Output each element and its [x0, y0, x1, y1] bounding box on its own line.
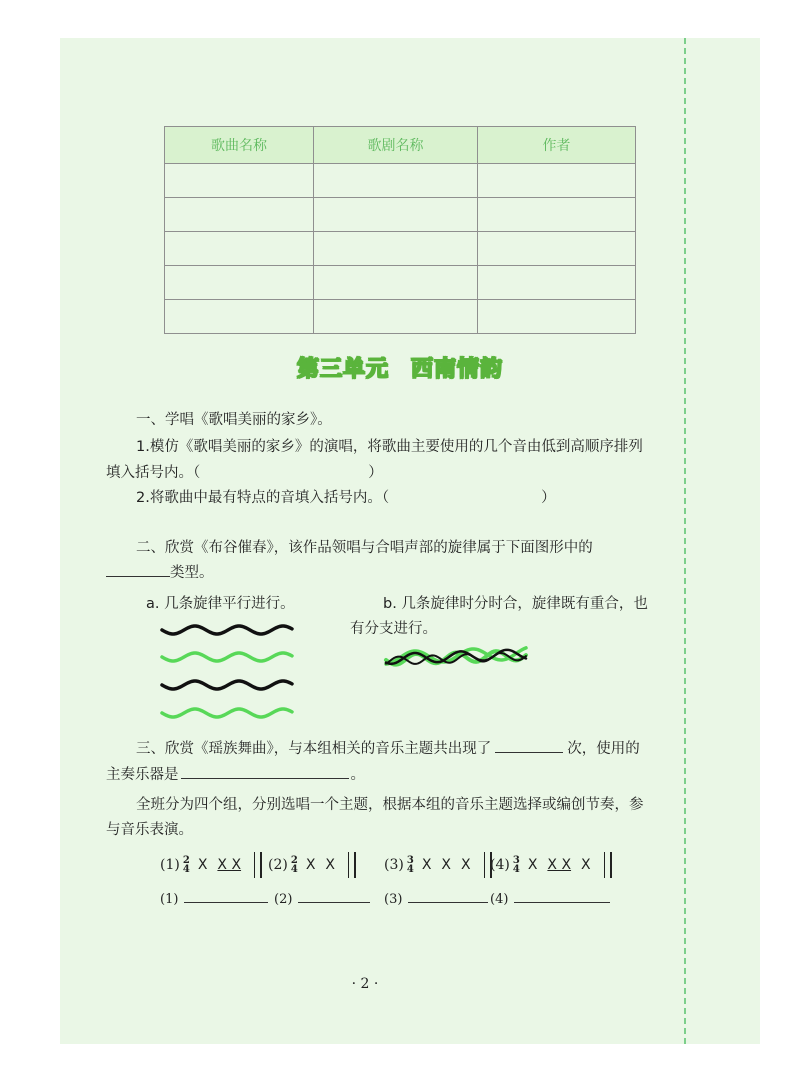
rhythm-note: X [527, 857, 538, 873]
q1-item1-prefix: 填入括号内。（ [106, 465, 201, 481]
q3-paragraph-line2: 与音乐表演。 [106, 822, 193, 838]
answer-item-2 [274, 890, 370, 907]
rhythm-note: X [325, 857, 335, 873]
answer-blank[interactable] [298, 890, 370, 903]
q1-item2-suffix: ） [541, 490, 556, 506]
rhythm-note: X X [547, 857, 572, 873]
unit-number: 第三单元 [296, 357, 389, 382]
answer-label: (4) [490, 892, 509, 907]
q3-line1-suffix: 次，使用的 [567, 741, 640, 757]
q1-item1-suffix: ） [368, 465, 383, 481]
answer-blank[interactable] [184, 890, 268, 903]
parallel-wave-2 [162, 653, 292, 661]
q1-item2-prefix: 2.将歌曲中最有特点的音填入括号内。（ [136, 490, 390, 506]
end-barline [348, 852, 356, 878]
q3-instrument-blank[interactable] [181, 764, 349, 779]
q2-option-a: a. 几条旋律平行进行。 [146, 596, 295, 612]
rhythm-pattern-1 [160, 852, 262, 878]
parallel-wave-4 [162, 709, 292, 717]
answer-item-4 [490, 890, 610, 907]
time-signature: 3 4 [406, 855, 414, 875]
rhythm-label: (1) [160, 857, 180, 873]
rhythm-note: X X [217, 857, 242, 873]
rhythm-label: (3) [384, 857, 404, 873]
page-number: · 2 · [351, 976, 379, 992]
rhythm-note: X [441, 857, 451, 873]
q2-option-b-line1: b. 几条旋律时分时合，旋律既有重合，也 [383, 596, 648, 612]
braided-waves-diagram [386, 648, 526, 665]
q3-line2-prefix: 主奏乐器是 [106, 767, 179, 783]
rhythm-label: (2) [268, 857, 288, 873]
q2-suffix: 类型。 [170, 565, 214, 581]
answer-label: (2) [274, 892, 293, 907]
rhythm-note: X [305, 857, 316, 873]
rhythm-pattern-4 [490, 852, 612, 878]
answer-item-3 [384, 890, 488, 907]
rhythm-pattern-2 [268, 852, 356, 878]
time-signature: 2 4 [182, 855, 190, 875]
q1-title: 一、学唱《歌唱美丽的家乡》。 [136, 412, 332, 428]
rhythm-note: X [581, 857, 591, 873]
q3-line1-prefix: 三、欣赏《瑶族舞曲》，与本组相关的音乐主题共出现了 [136, 741, 492, 757]
end-barline [254, 852, 262, 878]
header-opera-name: 歌剧名称 [314, 127, 478, 164]
end-barline [604, 852, 612, 878]
answer-item-1 [160, 890, 268, 907]
q2-option-b-line2: 有分支进行。 [350, 621, 437, 637]
time-signature: 2 4 [290, 855, 298, 875]
parallel-wave-1 [162, 626, 292, 634]
q3-line2 [106, 763, 365, 784]
parallel-wave-3 [162, 681, 292, 689]
answer-label: (3) [384, 892, 403, 907]
q2-line1: 二、欣赏《布谷催春》，该作品领唱与合唱声部的旋律属于下面图形中的 [136, 540, 593, 556]
parallel-waves-diagram [162, 626, 292, 717]
q1-item1-line1: 1.模仿《歌唱美丽的家乡》的演唱，将歌曲主要使用的几个音由低到高顺序排列 [136, 439, 643, 455]
answer-blank[interactable] [408, 890, 488, 903]
q3-count-blank[interactable] [495, 738, 563, 753]
time-signature: 3 4 [512, 855, 520, 875]
rhythm-note: X [421, 857, 432, 873]
rhythm-note: X [197, 857, 208, 873]
answer-label: (1) [160, 892, 179, 907]
q3-paragraph-line1: 全班分为四个组，分别选唱一个主题，根据本组的音乐主题选择或编创节奏，参 [136, 797, 644, 813]
rhythm-label: (4) [490, 857, 510, 873]
answer-blank[interactable] [514, 890, 610, 903]
header-song-name: 歌曲名称 [165, 127, 314, 164]
q3-line2-suffix: 。 [350, 767, 365, 783]
header-author: 作者 [478, 127, 636, 164]
rhythm-note: X [461, 857, 471, 873]
unit-name: 西南情韵 [411, 357, 504, 382]
rhythm-pattern-3 [384, 852, 492, 878]
q3-line1 [136, 737, 640, 758]
